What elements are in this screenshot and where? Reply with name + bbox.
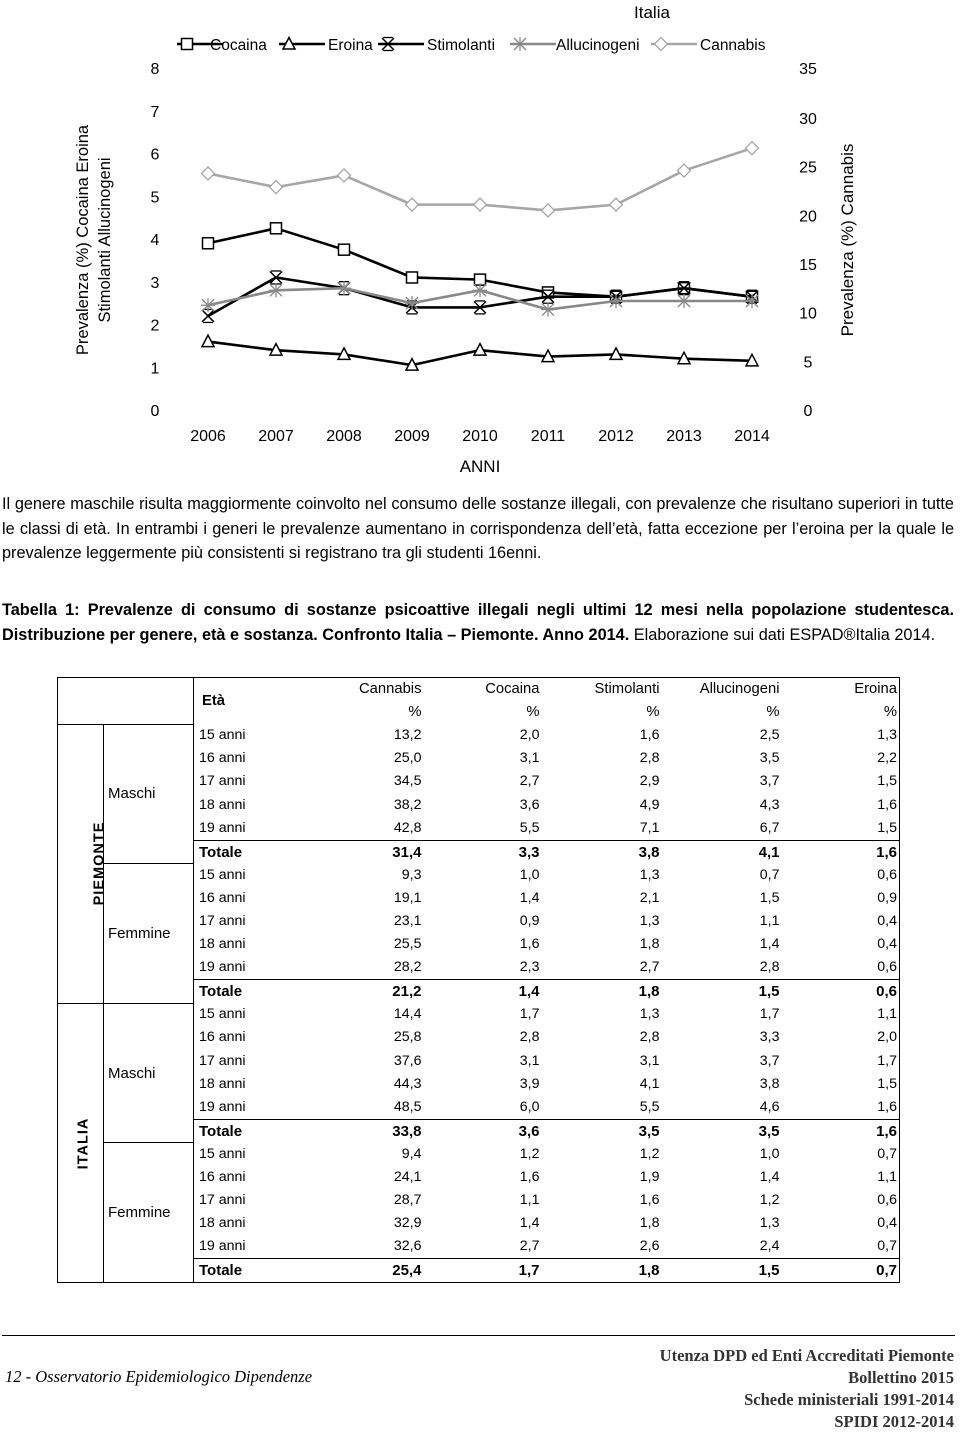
value-cell: 13,2	[393, 727, 422, 744]
total-label: Totale	[194, 1259, 288, 1283]
footer-right-line: SPIDI 2012-2014	[834, 1412, 954, 1431]
value-cell: 2,0	[519, 727, 540, 744]
point-cocaina	[407, 272, 418, 283]
value-cell: 37,6	[393, 1052, 422, 1069]
value-cell: 1,2	[759, 1192, 780, 1209]
value-cell: 1,4	[759, 1169, 780, 1186]
value-cell: 24,1	[393, 1169, 422, 1186]
value-cell: 1,1	[782, 1166, 900, 1189]
value-cell: 23,1	[393, 912, 422, 929]
value-cell: 1,4	[424, 980, 542, 1004]
chart-series	[201, 142, 759, 370]
value-cell: 1,3	[782, 724, 900, 747]
value-cell: 1,5	[782, 770, 900, 793]
value-cell: 0,9	[782, 887, 900, 910]
legend-label: Eroina	[328, 37, 373, 54]
left-axis-label-line1: Prevalenza (%) Cocaina Eroina	[74, 124, 92, 356]
age-label: 16 anni	[199, 1169, 246, 1186]
legend-item-eroina	[279, 37, 373, 54]
header-stimolanti: Stimolanti	[542, 678, 662, 702]
x-tick-label: 2006	[190, 428, 226, 445]
table-row	[58, 1003, 900, 1026]
value-cell: 0,7	[759, 866, 780, 883]
sex-label-femmine: Femmine	[104, 1143, 194, 1283]
x-axis-label: ANNI	[459, 457, 501, 476]
value-cell: 0,4	[782, 933, 900, 956]
left-tick-label: 8	[150, 61, 160, 78]
x-tick-label: 2012	[598, 428, 634, 445]
value-cell: 6,0	[519, 1098, 540, 1115]
age-label: 17 anni	[199, 1052, 246, 1069]
right-tick-label: 30	[799, 111, 817, 128]
age-label: 17 anni	[199, 1192, 246, 1209]
x-tick-label: 2008	[326, 428, 362, 445]
header-cannabis: Cannabis	[288, 678, 424, 702]
value-cell: 1,6	[782, 840, 900, 864]
point-allucinogeni	[745, 294, 759, 308]
value-cell: 1,3	[639, 1006, 660, 1023]
right-tick-label: 20	[799, 208, 817, 226]
left-tick-label: 2	[150, 317, 160, 335]
value-cell: 3,7	[759, 1052, 780, 1069]
value-cell: 6,7	[759, 819, 780, 836]
x-axis-ticks	[190, 428, 770, 445]
point-allucinogeni	[541, 303, 555, 317]
value-cell: 3,7	[759, 773, 780, 790]
value-cell: 3,5	[542, 1119, 662, 1143]
value-cell: 2,3	[519, 959, 540, 976]
value-cell: 4,6	[759, 1098, 780, 1115]
value-cell: 2,8	[639, 1029, 660, 1046]
value-cell: 3,3	[424, 840, 542, 864]
left-tick-label: 6	[150, 146, 160, 164]
value-cell: 1,4	[519, 889, 540, 906]
footer-right-line: Bollettino 2015	[848, 1368, 954, 1387]
value-cell: 2,8	[639, 750, 660, 767]
legend-marker	[655, 38, 668, 51]
header-unit: %	[766, 704, 780, 721]
value-cell: 31,4	[288, 840, 424, 864]
value-cell: 21,2	[288, 980, 424, 1004]
value-cell: 2,7	[639, 959, 660, 976]
total-label: Totale	[194, 1119, 288, 1143]
header-unit: %	[782, 701, 900, 724]
point-cocaina	[339, 244, 350, 255]
region-text: PIEMONTE	[91, 821, 108, 906]
value-cell: 3,1	[519, 1052, 540, 1069]
prevalence-line-chart	[0, 0, 960, 480]
value-cell: 1,2	[639, 1145, 660, 1162]
value-cell: 25,4	[288, 1259, 424, 1283]
x-tick-label: 2014	[734, 428, 770, 445]
caption-source: Elaborazione sui dati ESPAD®Italia 2014.	[633, 625, 936, 644]
value-cell: 1,5	[782, 1073, 900, 1096]
value-cell: 1,7	[424, 1259, 542, 1283]
value-cell: 9,3	[401, 866, 422, 883]
age-label: 17 anni	[199, 773, 246, 790]
value-cell: 28,2	[393, 959, 422, 976]
value-cell: 3,5	[662, 1119, 782, 1143]
point-allucinogeni	[337, 281, 351, 295]
footer-left: 12 - Osservatorio Epidemiologico Dipendenze	[5, 1367, 313, 1386]
value-cell: 1,8	[542, 1259, 662, 1283]
sex-label-femmine: Femmine	[104, 864, 194, 1004]
right-tick-label: 10	[799, 305, 817, 323]
value-cell: 5,5	[519, 819, 540, 836]
value-cell: 2,0	[782, 1026, 900, 1049]
x-tick-label: 2007	[258, 428, 294, 445]
value-cell: 34,5	[393, 773, 422, 790]
value-cell: 1,0	[519, 866, 540, 883]
age-label: 15 anni	[199, 1006, 246, 1023]
value-cell: 1,1	[759, 912, 780, 929]
point-cannabis	[270, 181, 283, 194]
table-row	[58, 1143, 900, 1166]
value-cell: 1,3	[639, 912, 660, 929]
region-label-piemonte	[58, 724, 108, 1003]
value-cell: 48,5	[393, 1098, 422, 1115]
age-label: 15 anni	[199, 866, 246, 883]
value-cell: 25,5	[393, 936, 422, 953]
value-cell: 25,0	[393, 750, 422, 767]
right-axis-label: Prevalenza (%) Cannabis	[838, 143, 857, 337]
value-cell: 3,8	[542, 840, 662, 864]
total-label: Totale	[194, 980, 288, 1004]
value-cell: 33,8	[288, 1119, 424, 1143]
value-cell: 0,9	[519, 912, 540, 929]
value-cell: 32,9	[393, 1215, 422, 1232]
caption-title: Tabella 1: Prevalenze di consumo di sostanze psicoattive illegali negli ultimi 12 mesi nella popolazione studentesca. Distribuzione per genere, età e sostanza. Confronto Italia – Piemonte. Anno 2014.	[2, 601, 954, 644]
footer-right-line: Schede ministeriali 1991-2014	[744, 1390, 954, 1409]
value-cell: 0,6	[782, 980, 900, 1004]
value-cell: 2,5	[759, 727, 780, 744]
header-unit: %	[526, 704, 540, 721]
point-cannabis	[610, 198, 623, 211]
value-cell: 4,9	[639, 796, 660, 813]
header-allucinogeni: Allucinogeni	[662, 678, 782, 702]
series-eroina	[202, 335, 758, 370]
value-cell: 2,8	[519, 1029, 540, 1046]
value-cell: 0,4	[782, 910, 900, 933]
value-cell: 1,6	[519, 1169, 540, 1186]
footer-right	[660, 1345, 954, 1433]
value-cell: 3,6	[519, 796, 540, 813]
x-tick-label: 2011	[530, 428, 566, 445]
value-cell: 1,9	[639, 1169, 660, 1186]
age-label: 18 anni	[199, 1215, 246, 1232]
x-tick-label: 2010	[462, 428, 498, 445]
point-cannabis	[542, 204, 555, 217]
value-cell: 3,1	[639, 1052, 660, 1069]
legend-label: Cocaina	[210, 37, 267, 54]
value-cell: 38,2	[393, 796, 422, 813]
x-tick-label: 2009	[394, 428, 430, 445]
chart-legend	[177, 37, 766, 54]
value-cell: 1,2	[519, 1145, 540, 1162]
legend-label: Allucinogeni	[556, 37, 640, 54]
value-cell: 2,1	[639, 889, 660, 906]
left-tick-label: 7	[150, 103, 160, 121]
table-corner	[58, 678, 194, 725]
value-cell: 4,1	[639, 1075, 660, 1092]
value-cell: 25,8	[393, 1029, 422, 1046]
value-cell: 1,7	[519, 1006, 540, 1023]
left-axis-ticks	[151, 61, 160, 420]
value-cell: 3,1	[519, 750, 540, 767]
value-cell: 1,8	[542, 980, 662, 1004]
value-cell: 1,0	[759, 1145, 780, 1162]
point-cannabis	[338, 169, 351, 182]
value-cell: 0,7	[782, 1143, 900, 1166]
region-text: ITALIA	[75, 1117, 92, 1169]
value-cell: 1,7	[759, 1006, 780, 1023]
table-row	[58, 864, 900, 887]
value-cell: 0,7	[782, 1235, 900, 1259]
value-cell: 1,7	[782, 1050, 900, 1073]
value-cell: 3,9	[519, 1075, 540, 1092]
legend-item-cannabis	[651, 37, 766, 54]
value-cell: 1,4	[519, 1215, 540, 1232]
point-allucinogeni	[201, 298, 215, 312]
value-cell: 5,5	[639, 1098, 660, 1115]
right-tick-label: 15	[799, 257, 817, 274]
legend-label: Stimolanti	[427, 37, 496, 54]
value-cell: 42,8	[393, 819, 422, 836]
value-cell: 2,2	[782, 747, 900, 770]
chart-title: Italia	[634, 3, 670, 22]
value-cell: 1,6	[519, 936, 540, 953]
legend-item-stimolanti	[378, 37, 495, 54]
age-label: 16 anni	[199, 889, 246, 906]
sex-label-maschi: Maschi	[104, 1003, 194, 1143]
footer-right-line: Utenza DPD ed Enti Accreditati Piemonte	[659, 1346, 954, 1365]
value-cell: 1,5	[662, 1259, 782, 1283]
left-tick-label: 1	[150, 360, 160, 378]
legend-marker	[513, 37, 527, 51]
value-cell: 44,3	[393, 1075, 422, 1092]
value-cell: 3,6	[424, 1119, 542, 1143]
value-cell: 32,6	[393, 1238, 422, 1255]
right-tick-label: 25	[799, 159, 817, 177]
value-cell: 1,6	[639, 1192, 660, 1209]
left-axis-label	[74, 124, 114, 355]
value-cell: 19,1	[393, 889, 422, 906]
point-allucinogeni	[609, 294, 623, 308]
right-tick-label: 35	[799, 61, 817, 78]
point-cannabis	[746, 142, 759, 155]
value-cell: 1,5	[782, 817, 900, 841]
left-axis-label-line2: Stimolanti Allucinogeni	[96, 157, 114, 323]
point-allucinogeni	[677, 294, 691, 308]
age-label: 17 anni	[199, 912, 246, 929]
value-cell: 1,8	[639, 1215, 660, 1232]
prevalence-table	[57, 677, 899, 1283]
value-cell: 0,6	[782, 956, 900, 980]
left-tick-label: 5	[150, 189, 160, 207]
value-cell: 3,8	[759, 1075, 780, 1092]
region-label-italia	[58, 1003, 104, 1283]
header-eta: Età	[194, 678, 288, 725]
value-cell: 1,4	[759, 936, 780, 953]
value-cell: 1,1	[782, 1003, 900, 1026]
total-label: Totale	[194, 840, 288, 864]
value-cell: 3,5	[759, 750, 780, 767]
value-cell: 2,7	[519, 773, 540, 790]
footer-divider	[2, 1335, 955, 1336]
left-tick-label: 0	[150, 403, 160, 420]
point-cannabis	[406, 198, 419, 211]
table-caption	[2, 598, 954, 647]
point-allucinogeni	[405, 296, 419, 310]
value-cell: 0,4	[782, 1212, 900, 1235]
left-tick-label: 4	[150, 232, 160, 249]
age-label: 15 anni	[199, 727, 246, 744]
value-cell: 3,3	[759, 1029, 780, 1046]
table-header-row	[58, 678, 900, 702]
age-label: 16 anni	[199, 1029, 246, 1046]
value-cell: 28,7	[393, 1192, 422, 1209]
header-unit: %	[408, 704, 422, 721]
age-label: 18 anni	[199, 796, 246, 813]
value-cell: 2,8	[759, 959, 780, 976]
value-cell: 14,4	[393, 1006, 422, 1023]
table-row	[58, 724, 900, 747]
age-label: 19 anni	[199, 959, 246, 976]
value-cell: 0,6	[782, 1189, 900, 1212]
header-eroina: Eroina	[782, 678, 900, 702]
header-unit: %	[646, 704, 660, 721]
series-allucinogeni	[201, 281, 759, 316]
point-allucinogeni	[473, 283, 487, 297]
right-tick-label: 0	[803, 403, 813, 420]
value-cell: 4,3	[759, 796, 780, 813]
age-label: 18 anni	[199, 1075, 246, 1092]
value-cell: 2,6	[639, 1238, 660, 1255]
point-allucinogeni	[269, 283, 283, 297]
value-cell: 2,4	[759, 1238, 780, 1255]
age-label: 16 anni	[199, 750, 246, 767]
value-cell: 1,1	[519, 1192, 540, 1209]
right-tick-label: 5	[803, 354, 813, 372]
left-tick-label: 3	[150, 274, 160, 292]
value-cell: 1,3	[639, 866, 660, 883]
age-label: 15 anni	[199, 1145, 246, 1162]
value-cell: 1,3	[759, 1215, 780, 1232]
value-cell: 1,6	[782, 1096, 900, 1120]
header-cocaina: Cocaina	[424, 678, 542, 702]
point-cannabis	[678, 164, 691, 177]
sex-label-maschi: Maschi	[104, 724, 194, 864]
point-cocaina	[203, 238, 214, 249]
value-cell: 1,8	[639, 936, 660, 953]
age-label: 19 anni	[199, 1098, 246, 1115]
value-cell: 9,4	[401, 1145, 422, 1162]
legend-item-allucinogeni	[510, 37, 640, 54]
value-cell: 1,6	[782, 793, 900, 816]
value-cell: 7,1	[639, 819, 660, 836]
legend-label: Cannabis	[700, 37, 766, 54]
value-cell: 1,5	[759, 889, 780, 906]
age-label: 19 anni	[199, 819, 246, 836]
value-cell: 0,6	[782, 864, 900, 887]
value-cell: 1,6	[782, 1119, 900, 1143]
series-cannabis	[202, 142, 759, 217]
body-paragraph: Il genere maschile risulta maggiormente coinvolto nel consumo delle sostanze illegali, con prevalenze che risultano superiori in tutte le classi di età. In entrambi i generi le prevalenze aumentano in corrispondenza dell’età, fatta eccezione per l’eroina per la quale le prevalenze leggermente più consistenti si registrano tra gli studenti 16enni.	[2, 495, 954, 562]
x-tick-label: 2013	[666, 428, 702, 445]
point-cocaina	[271, 223, 282, 234]
value-cell: 1,6	[639, 727, 660, 744]
value-cell: 0,7	[782, 1259, 900, 1283]
age-label: 18 anni	[199, 936, 246, 953]
point-cannabis	[474, 198, 487, 211]
value-cell: 4,1	[662, 840, 782, 864]
legend-item-cocaina	[177, 37, 267, 54]
value-cell: 2,9	[639, 773, 660, 790]
value-cell: 1,5	[662, 980, 782, 1004]
age-label: 19 anni	[199, 1238, 246, 1255]
value-cell: 2,7	[519, 1238, 540, 1255]
legend-marker	[182, 39, 193, 50]
point-cannabis	[202, 167, 215, 180]
right-axis-ticks	[799, 61, 817, 420]
